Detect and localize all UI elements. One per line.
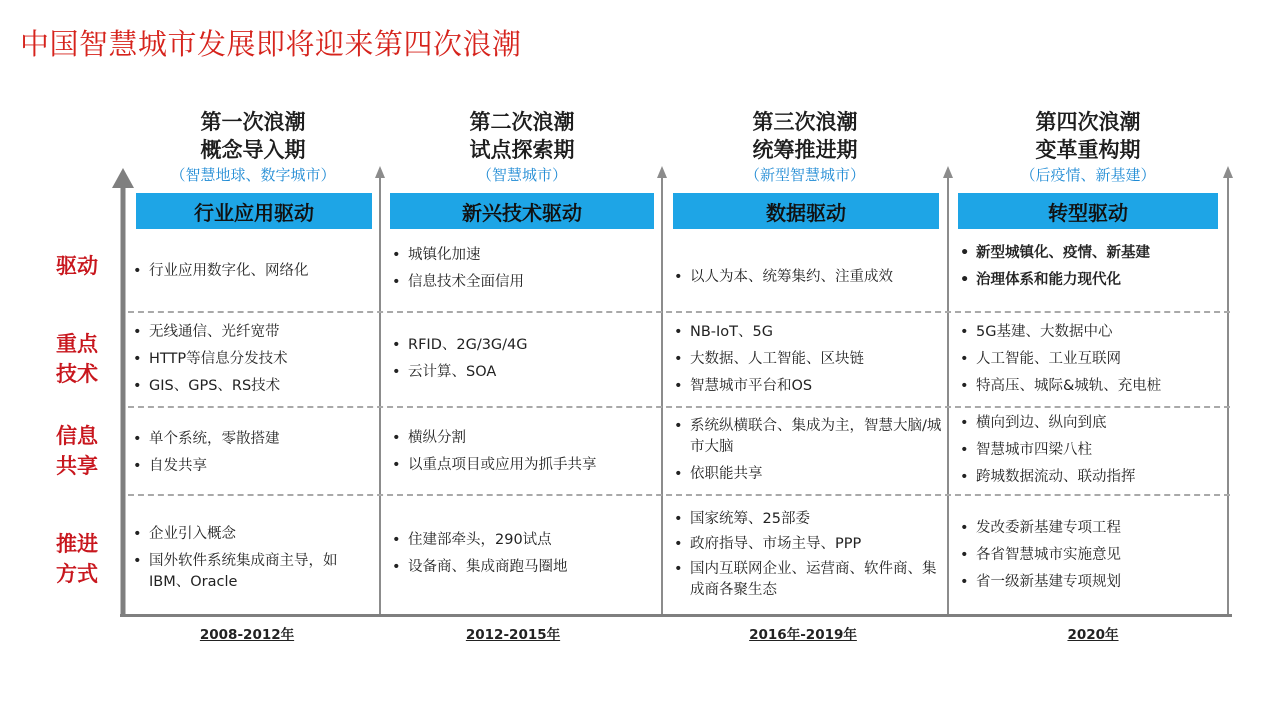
row-divider — [128, 311, 1230, 313]
main-axis-arrowhead — [112, 168, 134, 188]
cell-tech — [392, 335, 654, 383]
wave-name: 第二次浪潮 — [469, 110, 575, 134]
list-item: • 城镇化加速 — [392, 245, 654, 266]
driver-banner: 行业应用驱动 — [136, 193, 372, 229]
list-item: • 信息技术全面信用 — [392, 272, 654, 293]
list-item: • 单个系统，零散搭建 — [133, 429, 373, 450]
page-title: 中国智慧城市发展即将迎来第四次浪潮 — [20, 27, 522, 61]
wave-name: 第一次浪潮 — [200, 110, 306, 134]
list-item: • 智慧城市四梁八柱 — [960, 440, 1222, 461]
list-item: • 国外软件系统集成商主导，如IBM、Oracle — [133, 551, 373, 593]
list-item: • HTTP等信息分发技术 — [133, 349, 373, 370]
wave-subtitle: （智慧城市） — [476, 166, 567, 184]
list-item: • 新型城镇化、疫情、新基建 — [960, 243, 1222, 264]
list-item: • 以重点项目或应用为抓手共享 — [392, 455, 654, 476]
wave-subtitle: （智慧地球、数字城市） — [170, 166, 336, 184]
column-header — [390, 108, 654, 185]
list-item: • 系统纵横联合、集成为主，智慧大脑/城市大脑 — [674, 416, 942, 458]
list-item: • 省一级新基建专项规划 — [960, 572, 1222, 593]
driver-banner: 新兴技术驱动 — [390, 193, 654, 229]
list-item: • 各省智慧城市实施意见 — [960, 545, 1222, 566]
list-item: • 横向到边、纵向到底 — [960, 413, 1222, 434]
phase-name: 试点探索期 — [469, 138, 575, 162]
cell-share — [392, 428, 654, 476]
wave-subtitle: （后疫情、新基建） — [1020, 166, 1156, 184]
list-item: • NB-IoT、5G — [674, 322, 942, 343]
year-label: 2016年-2019年 — [749, 627, 857, 643]
year-label: 2008-2012年 — [199, 627, 295, 643]
cell-method — [674, 509, 942, 601]
column-header — [136, 108, 370, 185]
list-item: • RFID、2G/3G/4G — [392, 335, 654, 356]
list-item: • 以人为本、统筹集约、注重成效 — [674, 267, 942, 288]
list-item: • 发改委新基建专项工程 — [960, 518, 1222, 539]
list-item: • 治理体系和能力现代化 — [960, 270, 1222, 291]
list-item: • 无线通信、光纤宽带 — [133, 322, 373, 343]
list-item: • 人工智能、工业互联网 — [960, 349, 1222, 370]
column-header — [958, 108, 1218, 185]
row-label-drive: 驱动 — [56, 254, 98, 278]
cell-drive — [392, 245, 654, 293]
phase-name: 变革重构期 — [1035, 138, 1141, 162]
cell-share — [960, 413, 1222, 488]
list-item: • 住建部牵头，290试点 — [392, 530, 654, 551]
list-item: • 政府指导、市场主导、PPP — [674, 534, 942, 555]
driver-banner: 转型驱动 — [958, 193, 1218, 229]
divider-arrow — [657, 166, 667, 615]
list-item: • 大数据、人工智能、区块链 — [674, 349, 942, 370]
phase-name: 概念导入期 — [200, 138, 306, 162]
cell-drive — [133, 261, 373, 282]
row-label-method: 推进 方式 — [56, 532, 98, 586]
list-item: • 国家统筹、25部委 — [674, 509, 942, 530]
list-item: • 智慧城市平台和OS — [674, 376, 942, 397]
list-item: • 企业引入概念 — [133, 524, 373, 545]
cell-drive — [674, 267, 942, 288]
list-item: • 国内互联网企业、运营商、软件商、集成商各聚生态 — [674, 559, 942, 601]
divider-arrow — [375, 166, 385, 615]
list-item: • 5G基建、大数据中心 — [960, 322, 1222, 343]
cell-method — [392, 530, 654, 578]
cell-method — [133, 524, 373, 593]
year-label: 2012-2015年 — [465, 627, 561, 643]
list-item: • 横纵分割 — [392, 428, 654, 449]
cell-share — [674, 416, 942, 485]
row-label-share: 信息 共享 — [56, 424, 98, 478]
list-item: • GIS、GPS、RS技术 — [133, 376, 373, 397]
wave-name: 第三次浪潮 — [752, 110, 858, 134]
row-divider — [128, 406, 1230, 408]
bottom-axis — [120, 614, 1232, 617]
list-item: • 行业应用数字化、网络化 — [133, 261, 373, 282]
cell-tech — [960, 322, 1222, 397]
column-header — [672, 108, 938, 185]
cell-tech — [133, 322, 373, 397]
wave-name: 第四次浪潮 — [1035, 110, 1141, 134]
divider-arrow — [943, 166, 953, 615]
year-label: 2020年 — [1067, 627, 1119, 643]
cell-method — [960, 518, 1222, 593]
list-item: • 自发共享 — [133, 456, 373, 477]
list-item: • 跨城数据流动、联动指挥 — [960, 467, 1222, 488]
list-item: • 依职能共享 — [674, 464, 942, 485]
phase-name: 统筹推进期 — [752, 138, 858, 162]
list-item: • 云计算、SOA — [392, 362, 654, 383]
cell-share — [133, 429, 373, 477]
row-label-tech: 重点 技术 — [56, 332, 98, 386]
cell-drive — [960, 243, 1222, 291]
list-item: • 设备商、集成商跑马圈地 — [392, 557, 654, 578]
cell-tech — [674, 322, 942, 397]
divider-arrow — [1223, 166, 1233, 615]
list-item: • 特高压、城际&城轨、充电桩 — [960, 376, 1222, 397]
driver-banner: 数据驱动 — [673, 193, 939, 229]
row-divider — [128, 494, 1230, 496]
wave-subtitle: （新型智慧城市） — [744, 166, 865, 184]
